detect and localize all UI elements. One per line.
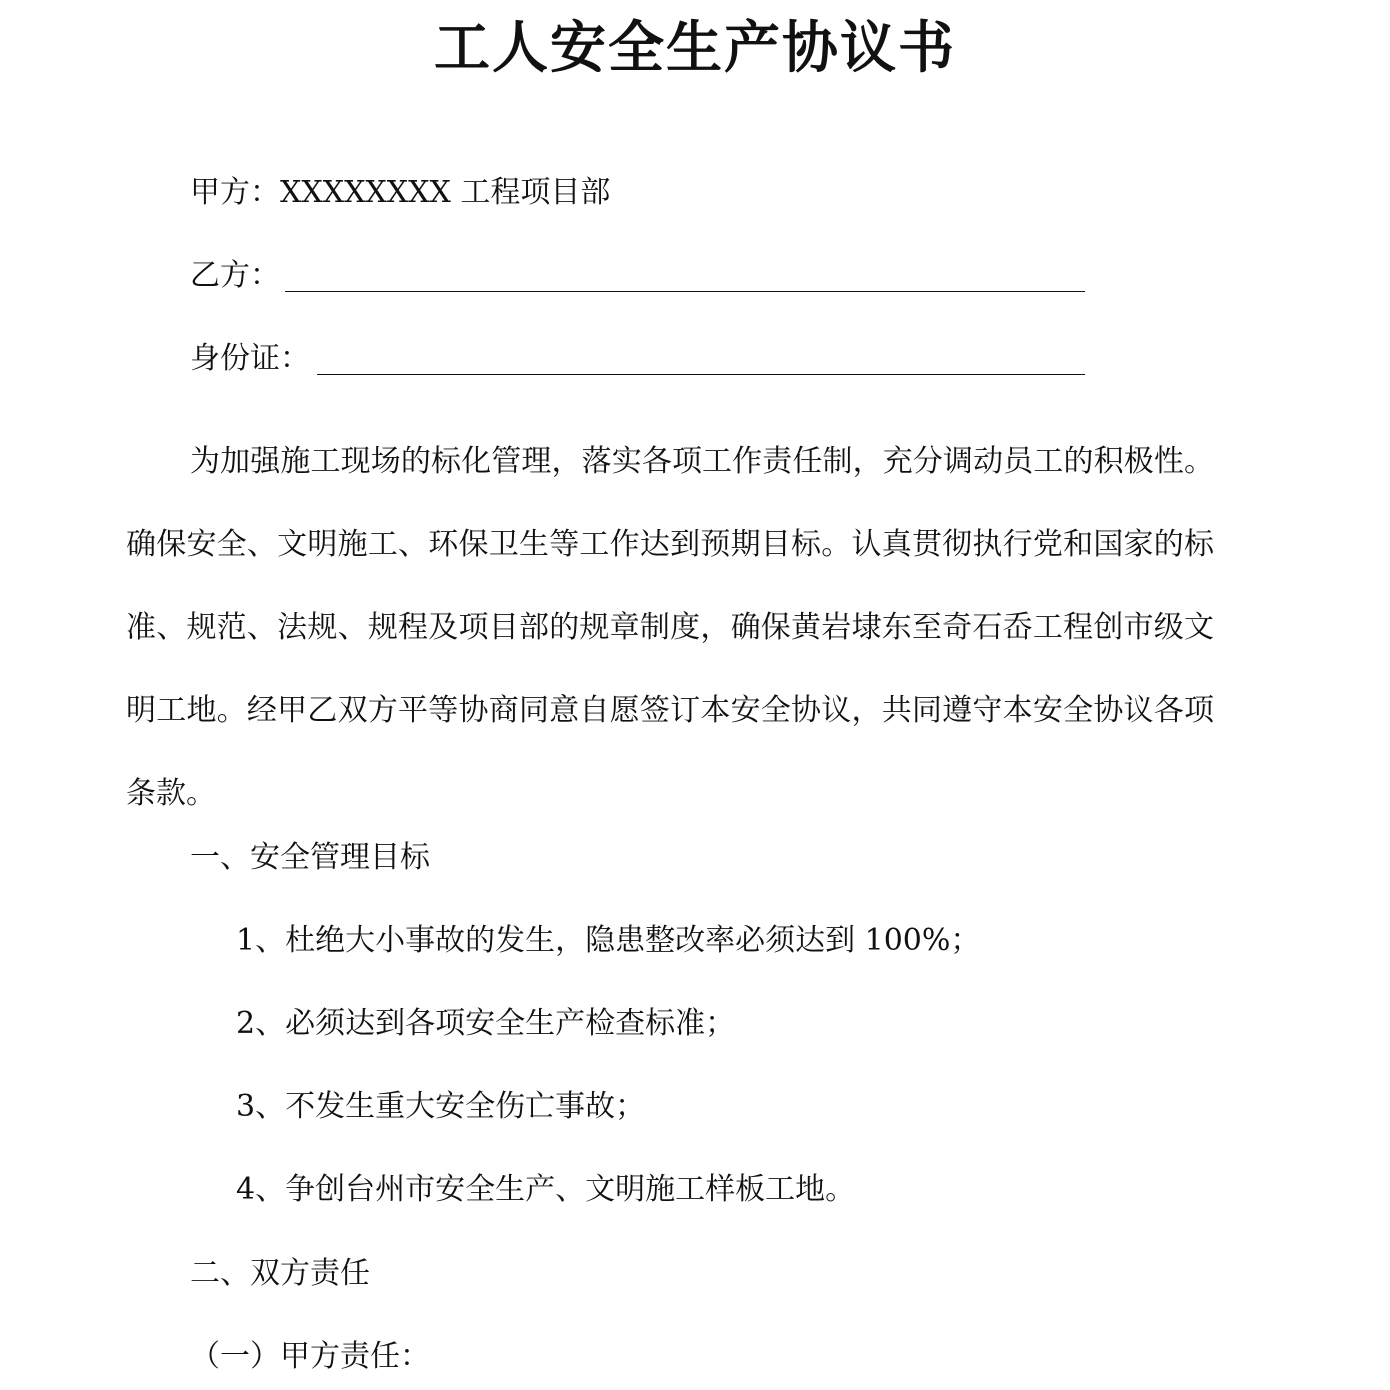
section-1-item: 2、必须达到各项安全生产检查标准； [236, 1006, 736, 1041]
section-2-subheading: （一）甲方责任： [190, 1339, 430, 1374]
party-b-blank-line [285, 291, 1085, 292]
document-title: 工人安全生产协议书 [434, 15, 956, 81]
party-b-label: 乙方： [190, 258, 280, 293]
intro-paragraph: 为加强施工现场的标化管理，落实各项工作责任制，充分调动员工的积极性。确保安全、文明施工、环保卫生等工作达到预期目标。认真贯彻执行党和国家的标准、规范、法规、规程及项目部的规章制度，确保黄岩埭东至奇石岙工程创市级文明工地。经甲乙双方平等协商同意自愿签订本安全协议，共同遵守本安全协议各项条款。 [126, 444, 1214, 811]
id-card-blank-line [317, 374, 1085, 375]
party-a-label: 甲方： [190, 175, 280, 210]
section-2-heading: 二、双方责任 [190, 1256, 370, 1291]
party-a-value: XXXXXXXX 工程项目部 [280, 175, 611, 210]
section-1-item: 1、杜绝大小事故的发生，隐患整改率必须达到 100%； [236, 923, 981, 958]
section-1-item: 4、争创台州市安全生产、文明施工样板工地。 [236, 1172, 856, 1207]
section-1-item: 3、不发生重大安全伤亡事故； [236, 1089, 646, 1124]
party-a-row [190, 173, 610, 213]
section-1-heading: 一、安全管理目标 [190, 840, 430, 875]
id-card-label: 身份证： [190, 341, 310, 376]
